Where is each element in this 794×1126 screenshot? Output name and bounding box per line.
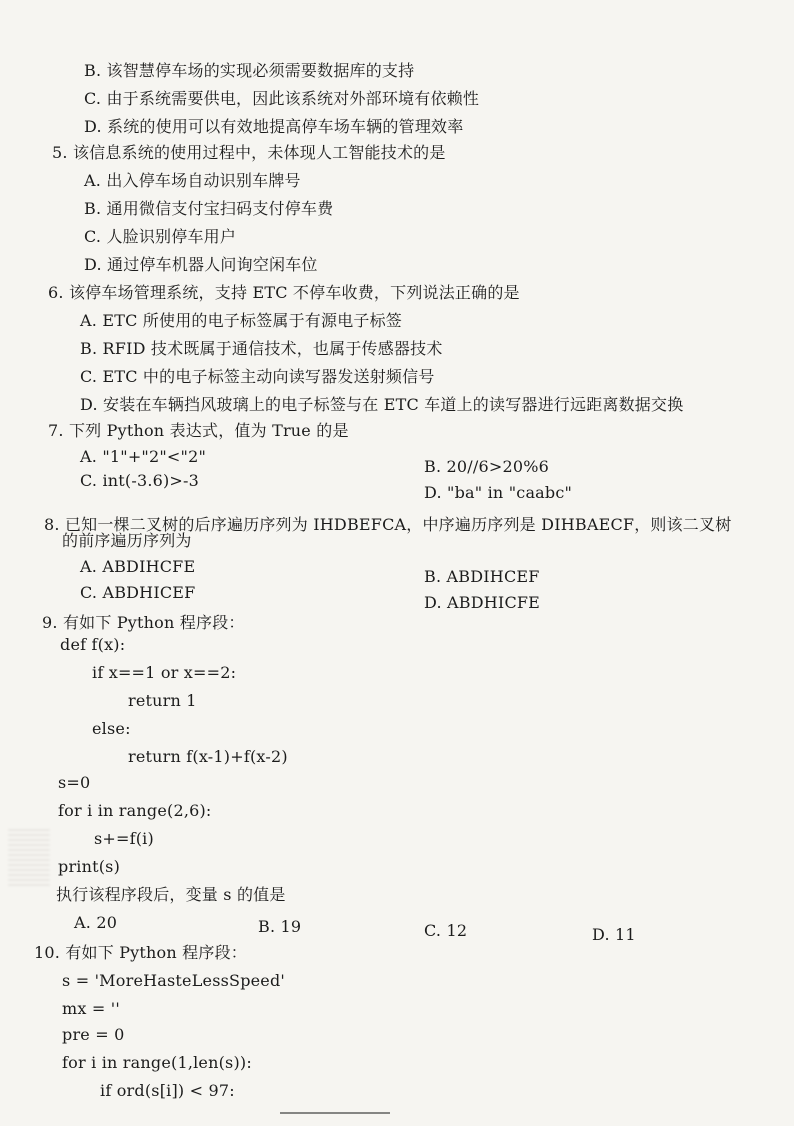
q9-option-d: D. 11 [592,925,636,944]
q5-option-d: D. 通过停车机器人问询空闲车位 [84,255,318,274]
q9-code-line-5: return f(x-1)+f(x-2) [128,747,288,766]
q5-option-a: A. 出入停车场自动识别车牌号 [84,171,301,190]
q10-stem: 10. 有如下 Python 程序段： [34,943,247,962]
q9-option-c: C. 12 [424,921,468,940]
q10-code-line-3: pre = 0 [62,1025,125,1044]
q4-option-c: C. 由于系统需要供电，因此该系统对外部环境有依赖性 [84,89,480,108]
q6-option-d: D. 安装在车辆挡风玻璃上的电子标签与在 ETC 车道上的读写器进行远距离数据交换 [80,395,684,414]
q8-option-c: C. ABDHICEF [80,583,196,602]
q5-option-b: B. 通用微信支付宝扫码支付停车费 [84,199,334,218]
q8-option-b: B. ABDIHCEF [424,567,540,586]
q7-option-c: C. int(-3.6)>-3 [80,471,200,490]
q5-option-c: C. 人脸识别停车用户 [84,227,237,246]
q7-option-d: D. "ba" in "caabc" [424,483,573,502]
q9-question: 执行该程序段后，变量 s 的值是 [56,885,286,904]
q10-code-line-1: s = 'MoreHasteLessSpeed' [62,971,286,990]
q6-stem: 6. 该停车场管理系统，支持 ETC 不停车收费，下列说法正确的是 [48,283,520,302]
q7-option-b: B. 20//6>20%6 [424,457,549,476]
q8-option-a: A. ABDIHCFE [80,557,196,576]
q4-option-d: D. 系统的使用可以有效地提高停车场车辆的管理效率 [84,117,464,136]
q9-code-line-3: return 1 [128,691,197,710]
q9-code-line-4: else: [92,719,131,738]
q9-code-line-8: s+=f(i) [94,829,154,848]
q10-code-line-2: mx = '' [62,999,120,1018]
q8-option-d: D. ABDHICFE [424,593,541,612]
q9-option-a: A. 20 [74,913,118,932]
q9-code-line-7: for i in range(2,6): [58,801,212,820]
q6-option-a: A. ETC 所使用的电子标签属于有源电子标签 [80,311,403,330]
q6-option-c: C. ETC 中的电子标签主动向读写器发送射频信号 [80,367,435,386]
scan-smudge [8,826,50,886]
q6-option-b: B. RFID 技术既属于通信技术，也属于传感器技术 [80,339,443,358]
q5-stem: 5. 该信息系统的使用过程中，未体现人工智能技术的是 [52,143,446,162]
q7-stem: 7. 下列 Python 表达式，值为 True 的是 [48,421,349,440]
q9-code-line-6: s=0 [58,773,91,792]
q9-code-line-1: def f(x): [60,635,126,654]
q7-option-a: A. "1"+"2"<"2" [80,447,207,466]
q9-code-line-9: print(s) [58,857,121,876]
q9-code-line-2: if x==1 or x==2: [92,663,237,682]
q9-option-b: B. 19 [258,917,302,936]
q8-stem: 8. 已知一棵二叉树的后序遍历序列为 IHDBEFCA，中序遍历序列是 DIHBAECF，则该二叉树 [44,515,732,534]
q8-stem-continued: 的前序遍历序列为 [62,531,192,550]
q9-stem: 9. 有如下 Python 程序段： [42,613,245,632]
q10-code-line-5: if ord(s[i]) < 97: [100,1081,235,1100]
q4-option-b: B. 该智慧停车场的实现必须需要数据库的支持 [84,61,415,80]
q10-code-line-4: for i in range(1,len(s)): [62,1053,252,1072]
